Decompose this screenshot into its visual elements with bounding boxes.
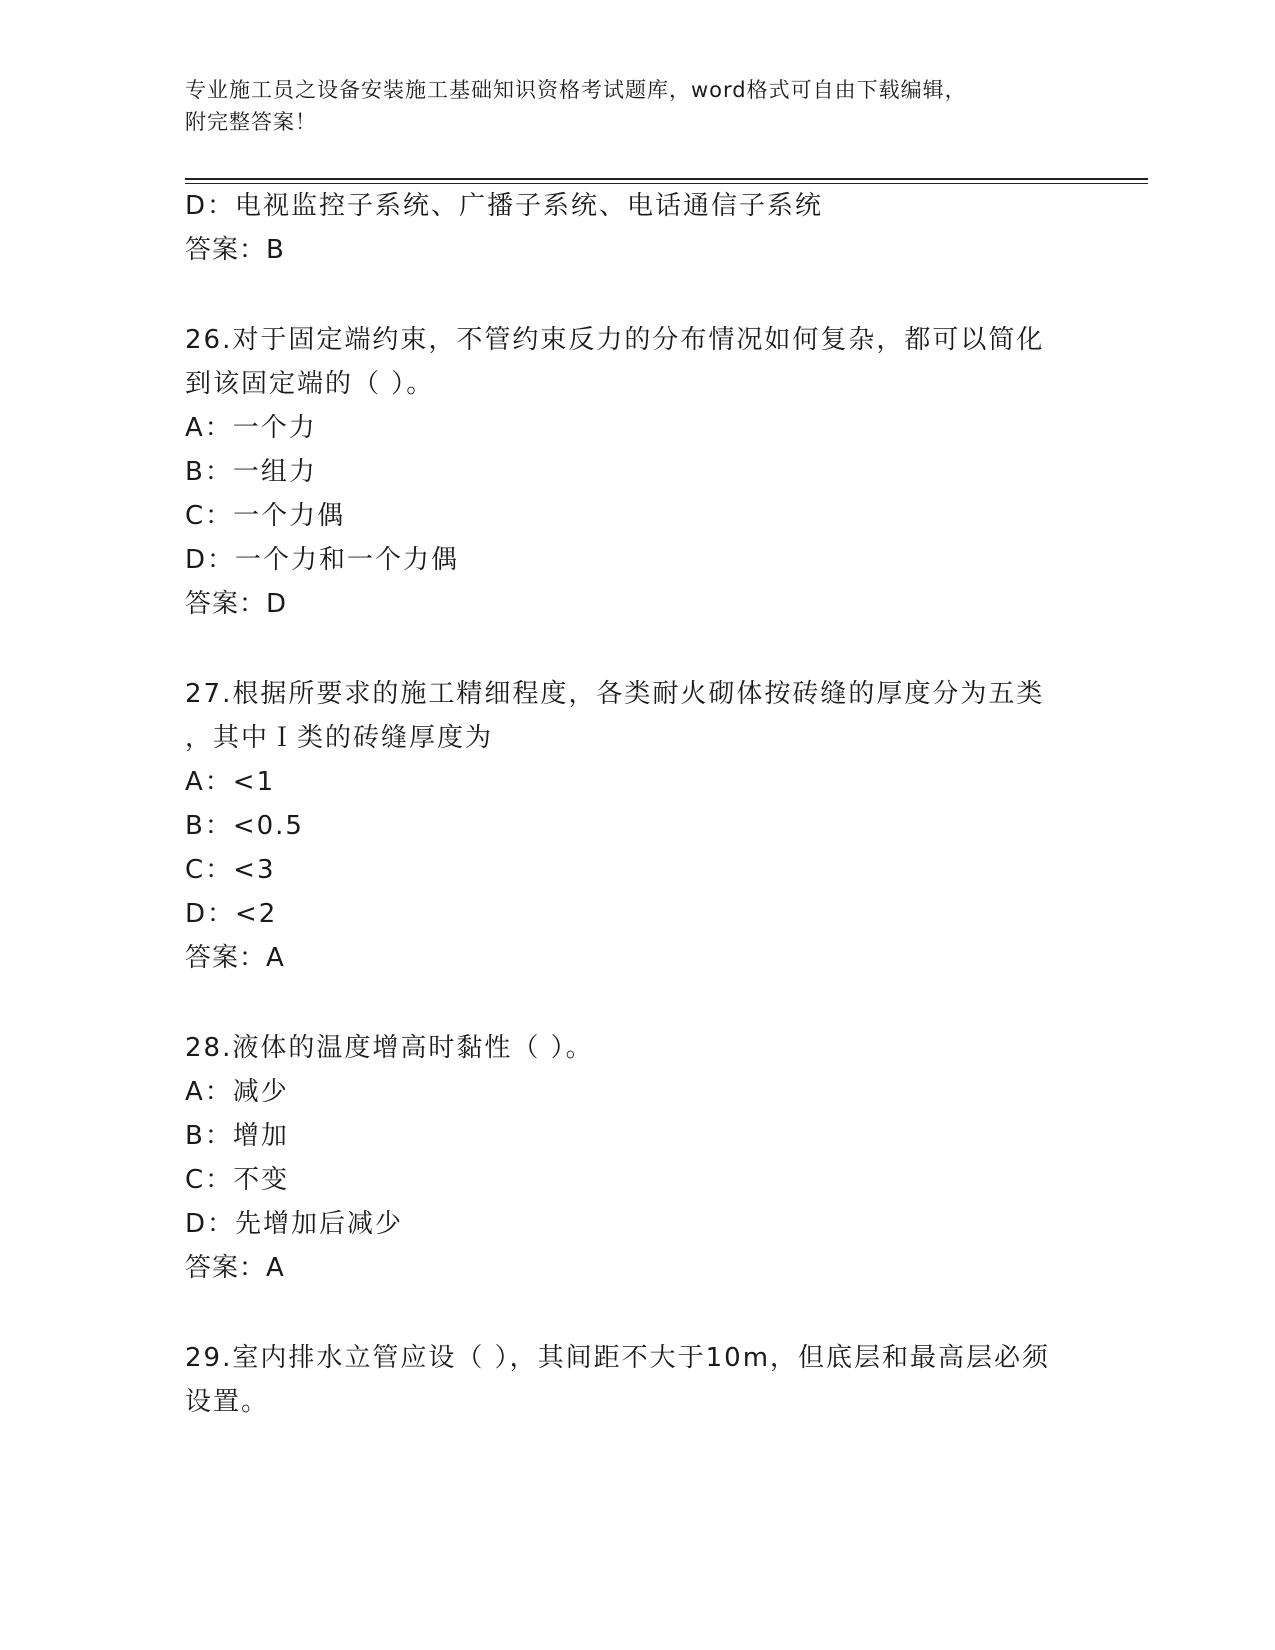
q27-option-d: D：<2 xyxy=(185,899,278,929)
q26-answer: 答案：D xyxy=(185,589,288,619)
q25-option-d: D：电视监控子系统、广播子系统、电话通信子系统 xyxy=(185,191,824,221)
q25-answer: 答案：B xyxy=(185,235,285,265)
header-line-2: 附完整答案！ xyxy=(185,110,317,134)
q27-stem-line-2: ，其中Ｉ类的砖缝厚度为 xyxy=(185,723,494,753)
q26-option-c: C：一个力偶 xyxy=(185,501,346,531)
q26-option-d: D：一个力和一个力偶 xyxy=(185,545,460,575)
document-header xyxy=(185,74,1085,138)
q28-stem-line-1: 28.液体的温度增高时黏性（ ）。 xyxy=(185,1033,594,1063)
q26-option-b: B：一组力 xyxy=(185,457,317,487)
q27-option-c: C：<3 xyxy=(185,855,276,885)
q27-option-b: B：<0.5 xyxy=(185,811,304,841)
q27-answer: 答案：A xyxy=(185,943,285,973)
q27-stem-line-1: 27.根据所要求的施工精细程度，各类耐火砌体按砖缝的厚度分为五类 xyxy=(185,679,1045,709)
header-divider-thick xyxy=(185,178,1148,180)
header-divider-thin xyxy=(185,183,1148,184)
q28-answer: 答案：A xyxy=(185,1253,285,1283)
q27-option-a: A：<1 xyxy=(185,767,276,797)
q28-option-d: D：先增加后减少 xyxy=(185,1209,404,1239)
q28-option-a: A：减少 xyxy=(185,1077,289,1107)
q28-option-b: B：增加 xyxy=(185,1121,289,1151)
q26-option-a: A：一个力 xyxy=(185,413,317,443)
q26-stem-line-2: 到该固定端的（ ）。 xyxy=(185,369,435,399)
q29-stem-line-1: 29.室内排水立管应设（ ），其间距不大于10m，但底层和最高层必须 xyxy=(185,1343,1051,1373)
q29-stem-line-2: 设置。 xyxy=(185,1387,270,1417)
q26-stem-line-1: 26.对于固定端约束，不管约束反力的分布情况如何复杂，都可以简化 xyxy=(185,325,1045,355)
q28-option-c: C：不变 xyxy=(185,1165,290,1195)
header-line-1: 专业施工员之设备安装施工基础知识资格考试题库，word格式可自由下载编辑， xyxy=(185,78,967,102)
